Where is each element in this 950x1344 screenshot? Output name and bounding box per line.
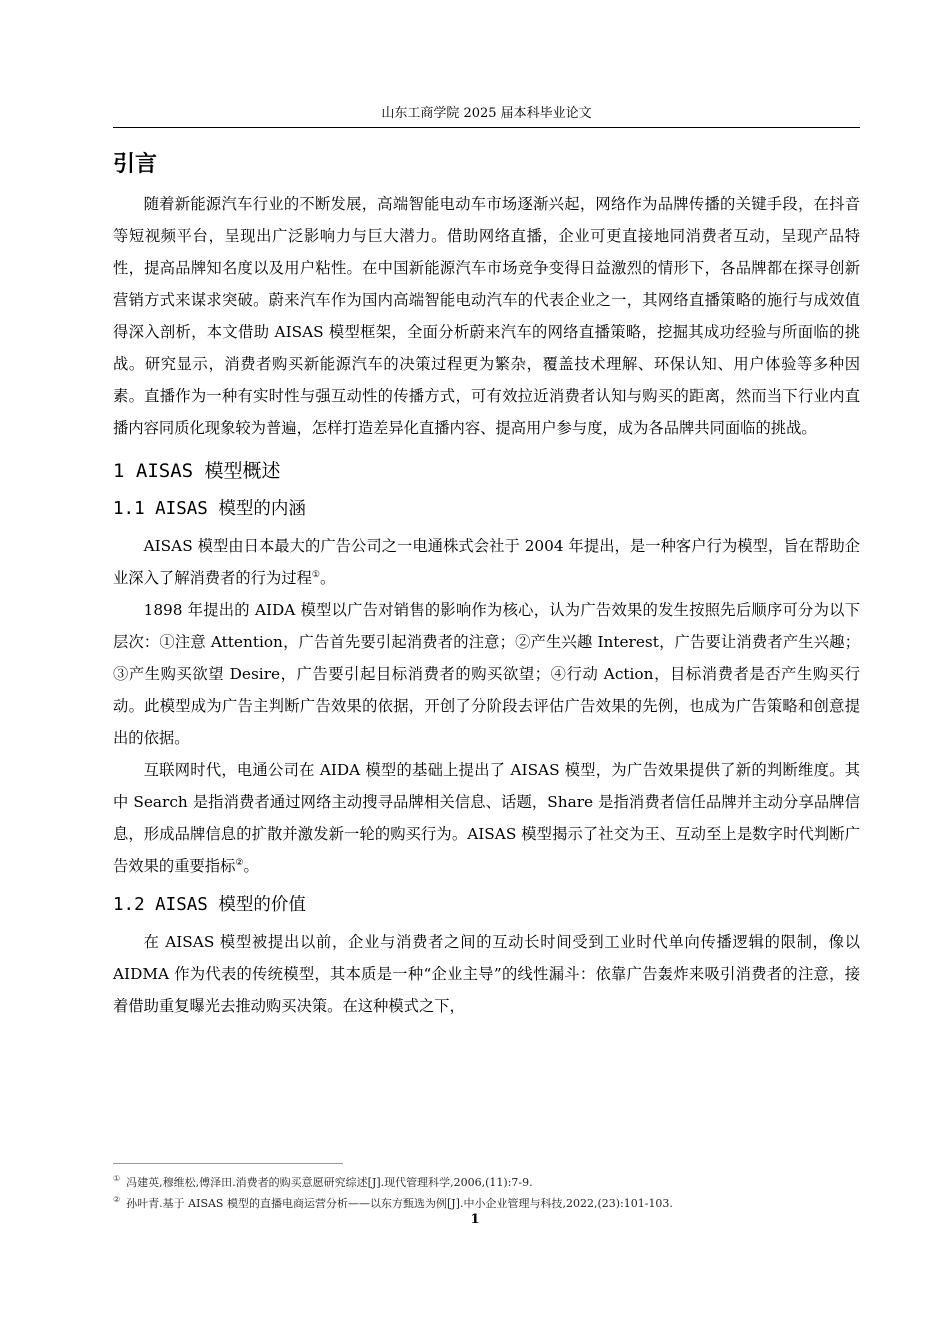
footnote-rule bbox=[113, 1163, 343, 1164]
footnote-text: 冯建英,穆维松,傅泽田.消费者的购买意愿研究综述[J].现代管理科学,2006,(11):7-9. bbox=[126, 1176, 533, 1189]
footnote-mark: ② bbox=[113, 1195, 121, 1205]
footnote-1 bbox=[113, 1172, 860, 1193]
page-number: 1 bbox=[470, 1212, 480, 1227]
paragraph-text: 互联网时代，电通公司在 AIDA 模型的基础上提出了 AISAS 模型，为广告效果提供了新的判断维度。其中 Search 是指消费者通过网络主动搜寻品牌相关信息、话题，Share 是指消费者信任品牌并主动分享品牌信息，形成品牌信息的扩散并激发新一轮的购买行为。AISAS 模型揭示了社交为王、互动至上是数字时代判断广告效果的重要指标 bbox=[113, 761, 860, 875]
section-1-2-paragraph-1: 在 AISAS 模型被提出以前，企业与消费者之间的互动长时间受到工业时代单向传播逻辑的限制，像以 AIDMA 作为代表的传统模型，其本质是一种“企业主导”的线性漏斗：依靠广告轰炸来吸引消费者的注意，接着借助重复曝光去推动购买决策。在这种模式之下， bbox=[113, 933, 860, 1015]
paragraph-text: AISAS 模型由日本最大的广告公司之一电通株式会社于 2004 年提出，是一种客户行为模型，旨在帮助企业深入了解消费者的行为过程 bbox=[113, 537, 860, 587]
running-header: 山东工商学院 2025 届本科毕业论文 bbox=[381, 106, 592, 121]
footnote-ref-2[interactable]: ② bbox=[235, 857, 244, 868]
section-1-2-heading: 1.2 AISAS 模型的价值 bbox=[113, 895, 306, 915]
section-1-1-heading: 1.1 AISAS 模型的内涵 bbox=[113, 499, 306, 519]
section-1-heading: 1 AISAS 模型概述 bbox=[113, 460, 281, 482]
header-rule bbox=[113, 127, 860, 128]
footnote-text: 孙叶青.基于 AISAS 模型的直播电商运营分析——以东方甄选为例[J].中小企业管理与科技,2022,(23):101-103. bbox=[126, 1197, 673, 1210]
footnote-mark: ① bbox=[113, 1174, 121, 1184]
footnote-2 bbox=[113, 1193, 860, 1214]
section-1-1-paragraph-2: 1898 年提出的 AIDA 模型以广告对销售的影响作为核心，认为广告效果的发生按照先后顺序可分为以下层次：①注意 Attention，广告首先要引起消费者的注意；②产生兴趣 Interest，广告要让消费者产生兴趣；③产生购买欲望 Desire，广告要引起目标消费者的购买欲望；④行动 Action，目标消费者是否产生购买行动。此模型成为广告主判断广告效果的依据，开创了分阶段去评估广告效果的先例，也成为广告策略和创意提出的依据。 bbox=[113, 601, 860, 747]
section-1-1-paragraph-1 bbox=[113, 530, 860, 594]
intro-heading: 引言 bbox=[113, 152, 158, 177]
body-text bbox=[113, 148, 860, 1022]
footnotes bbox=[113, 1172, 860, 1214]
paragraph-end: 。 bbox=[243, 857, 259, 875]
footnote-ref-1[interactable]: ① bbox=[311, 569, 320, 580]
paragraph-end: 。 bbox=[319, 569, 336, 587]
section-1-1-paragraph-3 bbox=[113, 754, 860, 882]
intro-paragraph: 随着新能源汽车行业的不断发展，高端智能电动车市场逐渐兴起，网络作为品牌传播的关键手段，在抖音等短视频平台，呈现出广泛影响力与巨大潜力。借助网络直播，企业可更直接地同消费者互动，呈现产品特性，提高品牌知名度以及用户粘性。在中国新能源汽车市场竞争变得日益激烈的情形下，各品牌都在探寻创新营销方式来谋求突破。蔚来汽车作为国内高端智能电动汽车的代表企业之一，其网络直播策略的施行与成效值得深入剖析，本文借助 AISAS 模型框架，全面分析蔚来汽车的网络直播策略，挖掘其成功经验与所面临的挑战。研究显示，消费者购买新能源汽车的决策过程更为繁杂，覆盖技术理解、环保认知、用户体验等多种因素。直播作为一种有实时性与强互动性的传播方式，可有效拉近消费者认知与购买的距离，然而当下行业内直播内容同质化现象较为普遍，怎样打造差异化直播内容、提高用户参与度，成为各品牌共同面临的挑战。 bbox=[113, 195, 860, 437]
